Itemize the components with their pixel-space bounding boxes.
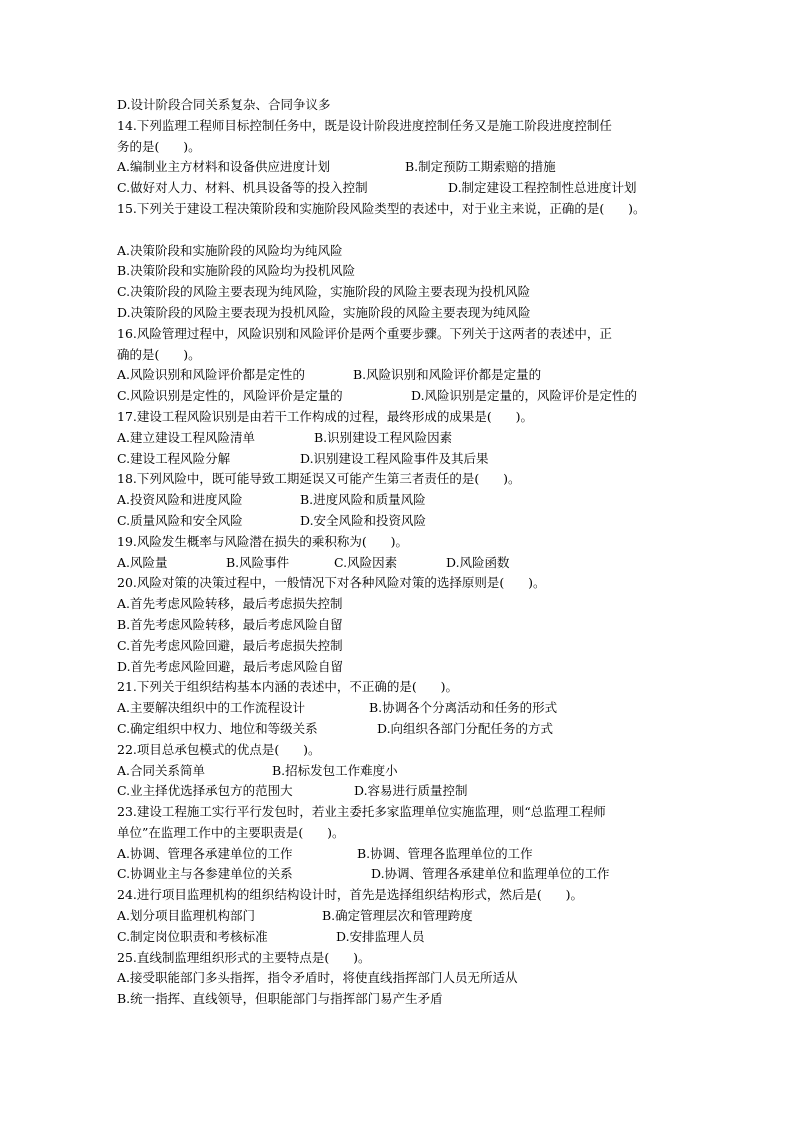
option-b: B.协调各个分离活动和任务的形式: [369, 700, 558, 716]
question-22-options-cd: [117, 781, 717, 802]
option-a: A.接受职能部门多头指挥，指令矛盾时，将使直线指挥部门人员无所适从: [117, 970, 518, 986]
question-17-stem: 17.建设工程风险识别是由若干工作构成的过程，最终形成的成果是( )。: [117, 408, 533, 424]
question-24-stem: 24.进行项目监理机构的组织结构设计时，首先是选择组织结构形式，然后是( )。: [117, 887, 583, 903]
option-b: B.首先考虑风险转移，最后考虑风险自留: [117, 616, 343, 632]
question-16-stem-cont: 确的是( )。: [117, 346, 201, 362]
question-content: [117, 95, 717, 1010]
option-c: C.业主择优选择承包方的范围大: [117, 783, 293, 799]
question-23-stem-cont: 单位”在监理工作中的主要职责是( )。: [117, 824, 345, 840]
option-c: C.建设工程风险分解: [117, 450, 231, 466]
question-21-stem: 21.下列关于组织结构基本内涵的表述中，不正确的是( )。: [117, 679, 458, 695]
option-c: C.风险因素: [334, 554, 398, 570]
question-18-stem: 18.下列风险中，既可能导致工期延误又可能产生第三者责任的是( )。: [117, 471, 521, 487]
question-19-options: [117, 553, 717, 574]
question-22-options-ab: [117, 761, 717, 782]
option-d: D.风险函数: [446, 554, 510, 570]
option-c: C.首先考虑风险回避，最后考虑损失控制: [117, 637, 343, 653]
question-21-options-cd: [117, 719, 717, 740]
option-a: A.编制业主方材料和设备供应进度计划: [117, 159, 331, 175]
option-a: A.合同关系简单: [117, 762, 206, 778]
option-a: A.决策阶段和实施阶段的风险均为纯风险: [117, 242, 343, 258]
option-d: D.风险识别是定量的，风险评价是定性的: [411, 388, 638, 404]
question-23-stem: 23.建设工程施工实行平行发包时，若业主委托多家监理单位实施监理，则“总监理工程师: [117, 804, 606, 820]
option-a: A.首先考虑风险转移，最后考虑损失控制: [117, 596, 343, 612]
option-a: A.划分项目监理机构部门: [117, 908, 256, 924]
question-23-options-cd: [117, 864, 717, 885]
question-16-stem: 16.风险管理过程中，风险识别和风险评价是两个重要步骤。下列关于这两者的表述中，正: [117, 325, 612, 341]
option-b: B.风险事件: [226, 554, 290, 570]
option-a: A.风险量: [117, 554, 168, 570]
question-24-options-cd: [117, 927, 717, 948]
question-16-options-ab: [117, 365, 717, 386]
question-20-stem: 20.风险对策的决策过程中，一般情况下对各种风险对策的选择原则是( )。: [117, 575, 546, 591]
option-a: A.风险识别和风险评价都是定性的: [117, 367, 306, 383]
option-d: D.协调、管理各承建单位和监理单位的工作: [371, 866, 610, 882]
option-d: D.向组织各部门分配任务的方式: [377, 720, 554, 736]
option-b: B.识别建设工程风险因素: [314, 429, 453, 445]
option-b: B.决策阶段和实施阶段的风险均为投机风险: [117, 263, 356, 279]
option-c: C.质量风险和安全风险: [117, 512, 243, 528]
question-25-stem: 25.直线制监理组织形式的主要特点是( )。: [117, 949, 371, 965]
question-21-options-ab: [117, 698, 717, 719]
option-d: D.容易进行质量控制: [354, 783, 468, 799]
question-24-options-ab: [117, 906, 717, 927]
question-14-stem: 14.下列监理工程师目标控制任务中，既是设计阶段进度控制任务又是施工阶段进度控制任: [117, 117, 612, 133]
option-c: C.制定岗位职责和考核标准: [117, 928, 268, 944]
option-b: B.协调、管理各监理单位的工作: [357, 845, 533, 861]
question-14-stem-cont: 务的是( )。: [117, 138, 201, 154]
option-d: D.决策阶段的风险主要表现为投机风险，实施阶段的风险主要表现为纯风险: [117, 304, 531, 320]
option-a: A.投资风险和进度风险: [117, 492, 243, 508]
blank-line: [117, 220, 717, 241]
question-15-stem: 15.下列关于建设工程决策阶段和实施阶段风险类型的表述中，对于业主来说，正确的是( )。: [117, 200, 646, 216]
option-c: C.风险识别是定性的，风险评价是定量的: [117, 388, 343, 404]
option-d: D.安全风险和投资风险: [300, 512, 427, 528]
option-c: C.确定组织中权力、地位和等级关系: [117, 720, 318, 736]
question-18-options-ab: [117, 490, 717, 511]
option-c: C.决策阶段的风险主要表现为纯风险，实施阶段的风险主要表现为投机风险: [117, 284, 531, 300]
question-23-options-ab: [117, 844, 717, 865]
option-b: B.风险识别和风险评价都是定量的: [353, 367, 542, 383]
option-b: B.进度风险和质量风险: [300, 492, 426, 508]
option-d: D.识别建设工程风险事件及其后果: [300, 450, 489, 466]
question-17-options-cd: [117, 449, 717, 470]
option-a: A.协调、管理各承建单位的工作: [117, 845, 293, 861]
question-16-options-cd: [117, 386, 717, 407]
option-c: C.做好对人力、材料、机具设备等的投入控制: [117, 180, 368, 196]
option-b: B.统一指挥、直线领导，但职能部门与指挥部门易产生矛盾: [117, 991, 443, 1007]
question-17-options-ab: [117, 428, 717, 449]
option-b: B.确定管理层次和管理跨度: [322, 908, 473, 924]
question-18-options-cd: [117, 511, 717, 532]
question-14-options-cd: [117, 178, 717, 199]
option-d-text: D.设计阶段合同关系复杂、合同争议多: [117, 97, 331, 112]
option-d: D.制定建设工程控制性总进度计划: [448, 180, 637, 196]
option-a: A.建立建设工程风险清单: [117, 429, 256, 445]
option-c: C.协调业主与各参建单位的关系: [117, 866, 293, 882]
option-b: B.招标发包工作难度小: [272, 762, 398, 778]
question-14-options-ab: [117, 157, 717, 178]
option-d: D.安排监理人员: [336, 928, 425, 944]
question-19-stem: 19.风险发生概率与风险潜在损失的乘积称为( )。: [117, 533, 408, 549]
option-a: A.主要解决组织中的工作流程设计: [117, 700, 306, 716]
option-b: B.制定预防工期索赔的措施: [405, 159, 556, 175]
question-22-stem: 22.项目总承包模式的优点是( )。: [117, 741, 321, 757]
option-d: D.首先考虑风险回避，最后考虑风险自留: [117, 658, 344, 674]
